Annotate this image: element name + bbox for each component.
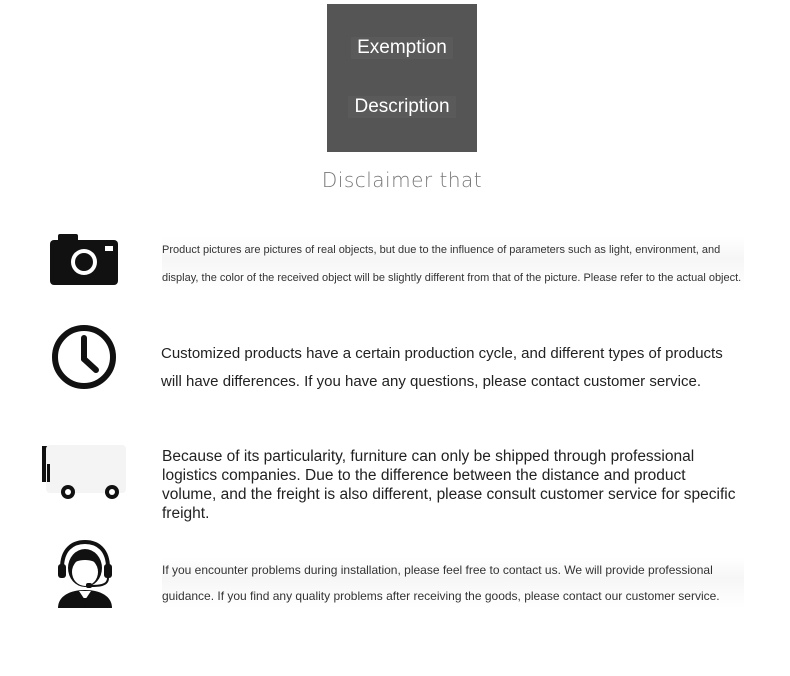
delivery-truck-icon (40, 442, 130, 504)
customer-service-icon (56, 540, 114, 610)
disclaimer-item-4-text: If you encounter problems during installation, please feel free to contact us. We will provide professional guidance. If you find any quality problems after receiving the goods, please contact our customer service. (162, 557, 744, 609)
header-title-line-2: Description (327, 96, 477, 118)
disclaimer-item-1-text: Product pictures are pictures of real objects, but due to the influence of parameters such as light, environment, and display, the color of the received object will be slightly different from that of the picture. Please refer to the actual object. (162, 236, 744, 292)
disclaimer-item-2-text: Customized products have a certain production cycle, and different types of products will have differences. If you have any questions, please contact customer service. (161, 345, 723, 390)
page-subtitle: Disclaimer that (321, 168, 483, 192)
header-title-line-1: Exemption (327, 37, 477, 59)
header-banner (327, 4, 477, 152)
disclaimer-item-3-text: Because of its particularity, furniture can only be shipped through professional logistics companies. Due to the difference between the distance and product volume, and the freight is also different, please consult customer service for specific freight. (162, 448, 736, 522)
camera-icon (50, 234, 120, 286)
clock-icon (51, 324, 117, 390)
